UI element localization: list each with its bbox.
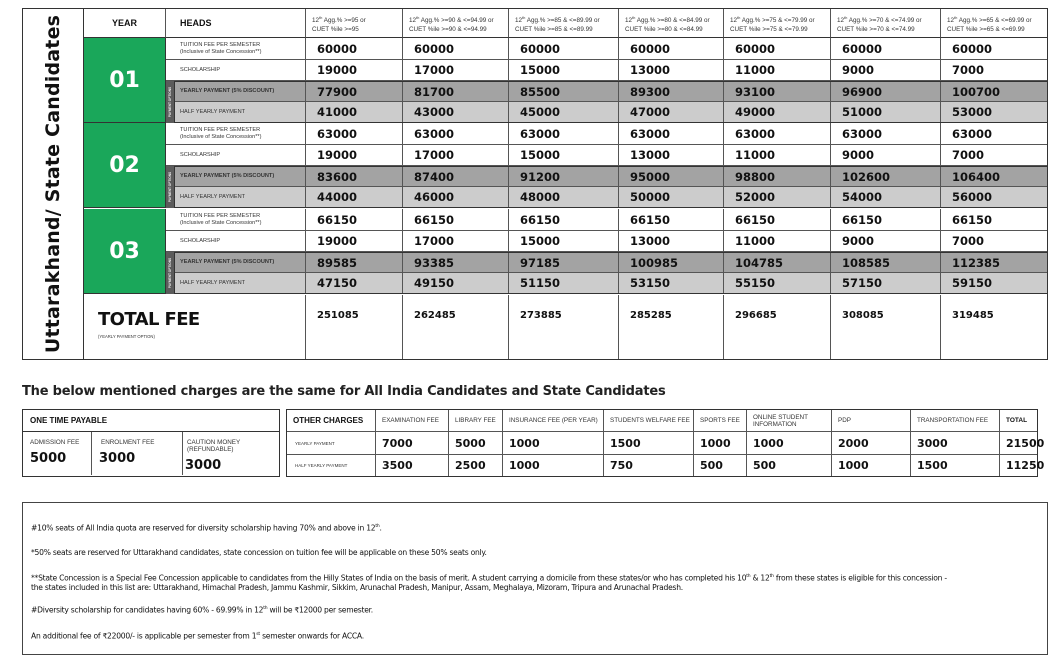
payment-options-label: PAYMENT OPTIONS	[168, 171, 172, 203]
header-criteria	[941, 9, 1047, 38]
row-head-label: TUITION FEE PER SEMESTER	[180, 126, 261, 133]
other-charges-column: STUDENTS WELFARE FEE	[604, 410, 694, 431]
fee-value: 9000	[831, 60, 941, 80]
fee-value: 66150	[509, 209, 619, 230]
row-head-label: TUITION FEE PER SEMESTER	[180, 41, 261, 48]
fee-value: 15000	[509, 145, 619, 165]
other-charges-column: PDP	[832, 410, 911, 431]
fee-value: 13000	[619, 60, 724, 80]
header-criteria	[306, 9, 403, 38]
other-charges-value: 3500	[376, 455, 449, 476]
total-fee-value: 262485	[403, 295, 509, 359]
fee-value: 51000	[831, 102, 941, 122]
fee-value: 97185	[509, 253, 619, 272]
row-head	[166, 145, 306, 165]
note-state-concession: **State Concession is a Special Fee Concession applicable to candidates from the Hilly States of India on the basis of merit. A student carrying a domicile from these states/or who has completed his 10th & 12th from these states is eligible for this concession - the states included in this list are: Uttarakhand, Himachal Pradesh, Jammu Kashmir, Sikkim, Arunachal Pradesh, Manipur, Assam, Meghalaya, Mizoram, Tripura and Arunachal Pradesh.	[31, 572, 1047, 594]
other-charges-column: INSURANCE FEE (PER YEAR)	[503, 410, 604, 431]
fee-value: 66150	[952, 212, 993, 227]
criteria-line-2: CUET %ile >=80 & <=84.99	[625, 26, 703, 34]
other-charges-value: 2500	[449, 455, 503, 476]
fee-value: 85500	[509, 82, 619, 101]
other-charges-value: 1000	[503, 455, 604, 476]
fee-value: 46000	[403, 187, 509, 207]
other-charges-column: LIBRARY FEE	[449, 410, 503, 431]
one-time-item-label: CAUTION MONEY (REFUNDABLE)	[187, 439, 241, 453]
other-charges-value: 500	[747, 455, 832, 476]
fee-value: 106400	[952, 169, 1001, 184]
row-half-yearly	[166, 102, 1047, 123]
criteria-line-2: CUET %ile >=95	[312, 26, 359, 34]
one-time-payable-title: ONE TIME PAYABLE	[23, 410, 279, 432]
fee-value: 11000	[724, 231, 831, 251]
fee-value: 63000	[619, 123, 724, 144]
criteria-line-1: 12th Agg.% >=70 & <=74.99 or	[837, 15, 922, 25]
fee-value: 100985	[619, 253, 724, 272]
fee-value: 93100	[724, 82, 831, 101]
row-head-note: (Inclusive of State Concession**)	[180, 219, 262, 226]
row-head-label: SCHOLARSHIP	[180, 66, 221, 73]
fee-value: 98800	[724, 167, 831, 186]
payment-options-label: PAYMENT OPTIONS	[168, 86, 172, 118]
total-fee-value: 308085	[831, 295, 941, 359]
total-fee-title: TOTAL FEE	[98, 309, 200, 330]
criteria-line-1: 12th Agg.% >=85 & <=89.99 or	[515, 15, 600, 25]
fee-value: 45000	[509, 102, 619, 122]
row-head-label: TUITION FEE PER SEMESTER	[180, 212, 261, 219]
year-label: 01	[84, 38, 166, 123]
one-time-item-label: ADMISSION FEE	[30, 439, 80, 446]
total-fee-value: 251085	[306, 295, 403, 359]
other-charges-value: 7000	[376, 432, 449, 454]
fee-value: 52000	[724, 187, 831, 207]
fee-value: 60000	[403, 38, 509, 59]
fee-value: 60000	[509, 38, 619, 59]
fee-value: 83600	[306, 167, 403, 186]
row-tuition	[166, 209, 1047, 231]
row-tuition	[166, 123, 1047, 145]
row-scholarship	[166, 145, 1047, 166]
fee-value: 11000	[724, 60, 831, 80]
fee-value: 89300	[619, 82, 724, 101]
fee-value: 17000	[403, 145, 509, 165]
row-half-yearly	[166, 187, 1047, 208]
fee-value: 17000	[403, 60, 509, 80]
fee-value: 17000	[403, 231, 509, 251]
fee-value: 104785	[724, 253, 831, 272]
total-fee-value: 273885	[509, 295, 619, 359]
total-fee-label	[84, 295, 306, 359]
fee-value: 13000	[619, 231, 724, 251]
one-time-item-value: 5000	[30, 451, 67, 466]
side-label: Uttarakhand/ State Candidates	[42, 14, 64, 354]
notes-box	[22, 502, 1048, 655]
fee-value: 63000	[509, 123, 619, 144]
fee-value: 15000	[509, 231, 619, 251]
fee-value: 19000	[306, 231, 403, 251]
payment-options-strip	[166, 252, 175, 294]
one-time-item	[183, 432, 279, 475]
criteria-line-1: 12th Agg.% >=90 & <=94.99 or	[409, 15, 494, 25]
total-fee-row	[84, 295, 1047, 359]
fee-value: 60000	[952, 41, 993, 56]
note-state-reservation: *50% seats are reserved for Uttarakhand candidates, state concession on tuition fee will be applicable on these 50% seats only.	[31, 547, 487, 557]
fee-value: 19000	[306, 60, 403, 80]
row-head	[166, 187, 306, 207]
row-head-label: YEARLY PAYMENT (5% DISCOUNT)	[180, 88, 275, 94]
row-head	[166, 273, 306, 293]
criteria-line-1: 12th Agg.% >=75 & <=79.99 or	[730, 15, 815, 25]
fee-value: 7000	[952, 234, 985, 248]
other-charges-column: EXAMINATION FEE	[376, 410, 449, 431]
criteria-line-2: CUET %ile >=75 & <=79.99	[730, 26, 808, 34]
one-time-item-value: 3000	[185, 458, 222, 473]
year-label: 02	[84, 123, 166, 208]
criteria-line-1: 12th Agg.% >=80 & <=84.99 or	[625, 15, 710, 25]
other-charges-value: 1000	[832, 455, 911, 476]
total-fee-value: 296685	[724, 295, 831, 359]
header-criteria	[403, 9, 509, 38]
one-time-item	[92, 432, 183, 475]
total-fee-value: 319485	[952, 310, 994, 321]
fee-value: 66150	[619, 209, 724, 230]
row-head	[166, 231, 306, 251]
fee-value: 7000	[952, 63, 985, 77]
row-head-label: SCHOLARSHIP	[180, 151, 221, 158]
header-criteria	[831, 9, 941, 38]
other-charges-row-label: YEARLY PAYMENT	[287, 432, 376, 454]
fee-value: 66150	[724, 209, 831, 230]
fee-value: 44000	[306, 187, 403, 207]
fee-value: 60000	[831, 38, 941, 59]
fee-value: 59150	[952, 276, 993, 290]
row-scholarship	[166, 60, 1047, 81]
fee-value: 7000	[952, 148, 985, 162]
fee-value: 49000	[724, 102, 831, 122]
fee-value: 9000	[831, 231, 941, 251]
fee-value: 102600	[831, 167, 941, 186]
row-head-label: YEARLY PAYMENT (5% DISCOUNT)	[180, 173, 275, 179]
row-tuition	[166, 38, 1047, 60]
note-diversity-scholarship: #Diversity scholarship for candidates having 60% - 69.99% in 12th will be ₹12000 per semester.	[31, 605, 373, 615]
fee-value: 41000	[306, 102, 403, 122]
total-fee-subtitle: (YEARLY PAYMENT OPTION)	[98, 334, 155, 339]
fee-value: 63000	[724, 123, 831, 144]
fee-value: 63000	[306, 123, 403, 144]
note-acca-fee: An additional fee of ₹22000/- is applicable per semester from 1st semester onwards for ACCA.	[31, 631, 364, 641]
header-heads: HEADS	[166, 9, 306, 38]
row-head-label: YEARLY PAYMENT (5% DISCOUNT)	[180, 259, 275, 265]
row-head	[166, 82, 306, 101]
other-charges-value: 750	[604, 455, 694, 476]
other-charges-value: 2000	[832, 432, 911, 454]
row-head	[166, 167, 306, 186]
criteria-line-2: CUET %ile >=85 & <=89.99	[515, 26, 593, 34]
fee-value: 96900	[831, 82, 941, 101]
fee-value: 53150	[619, 273, 724, 293]
payment-options-label: PAYMENT OPTIONS	[168, 257, 172, 289]
other-charges-value: 1000	[503, 432, 604, 454]
fee-value: 77900	[306, 82, 403, 101]
fee-value: 43000	[403, 102, 509, 122]
other-charges-header	[287, 410, 1037, 432]
fee-value: 63000	[952, 126, 993, 141]
fee-value: 100700	[952, 84, 1001, 99]
fee-value: 112385	[952, 255, 1001, 270]
other-charges-value: 21500	[1006, 436, 1045, 450]
fee-value: 54000	[831, 187, 941, 207]
criteria-line-2: CUET %ile >=70 & <=74.99	[837, 26, 915, 34]
other-charges-row	[287, 432, 1045, 455]
fee-value: 47150	[306, 273, 403, 293]
other-charges-value: 1500	[911, 455, 1000, 476]
other-charges-column: SPORTS FEE	[694, 410, 747, 431]
criteria-line-2: CUET %ile >=90 & <=94.99	[409, 26, 487, 34]
other-charges-value: 3000	[911, 432, 1000, 454]
fee-value: 60000	[306, 38, 403, 59]
fee-value: 19000	[306, 145, 403, 165]
total-fee-value: 285285	[619, 295, 724, 359]
criteria-line-1: 12th Agg.% >=95 or	[312, 15, 366, 25]
fee-value: 108585	[831, 253, 941, 272]
row-scholarship	[166, 231, 1047, 252]
fee-value: 81700	[403, 82, 509, 101]
fee-value: 66150	[403, 209, 509, 230]
row-head	[166, 60, 306, 80]
other-charges-value: 1500	[604, 432, 694, 454]
state-fee-table	[22, 8, 1048, 360]
one-time-item-value: 3000	[99, 451, 136, 466]
payment-options-strip	[166, 166, 175, 208]
fee-value: 66150	[831, 209, 941, 230]
one-time-payable-table	[22, 409, 280, 477]
other-charges-row	[287, 455, 1045, 476]
header-criteria	[724, 9, 831, 38]
side-label-column	[23, 9, 84, 359]
fee-value: 15000	[509, 60, 619, 80]
row-yearly	[166, 252, 1047, 273]
one-time-item-label: ENROLMENT FEE	[101, 439, 155, 446]
criteria-line-1: 12th Agg.% >=65 & <=69.99 or	[947, 15, 1032, 25]
other-charges-table	[286, 409, 1045, 477]
other-charges-value: 500	[694, 455, 747, 476]
header-criteria	[619, 9, 724, 38]
other-charges-row-label: HALF YEARLY PAYMENT	[287, 455, 376, 476]
row-head	[166, 209, 306, 230]
fee-value: 47000	[619, 102, 724, 122]
row-head	[166, 123, 306, 144]
row-head	[166, 102, 306, 122]
fee-value: 13000	[619, 145, 724, 165]
one-time-item	[23, 432, 92, 475]
payment-options-strip	[166, 81, 175, 123]
fee-value: 57150	[831, 273, 941, 293]
fee-value: 55150	[724, 273, 831, 293]
fee-value: 87400	[403, 167, 509, 186]
year-label: 03	[84, 209, 166, 294]
row-half-yearly	[166, 273, 1047, 294]
row-head	[166, 253, 306, 272]
row-head-note: (Inclusive of State Concession**)	[180, 48, 262, 55]
fee-value: 93385	[403, 253, 509, 272]
fee-value: 51150	[509, 273, 619, 293]
fee-value: 49150	[403, 273, 509, 293]
header-criteria	[509, 9, 619, 38]
row-head-label: HALF YEARLY PAYMENT	[180, 108, 246, 115]
fee-value: 50000	[619, 187, 724, 207]
row-head-label: HALF YEARLY PAYMENT	[180, 193, 246, 200]
fee-value: 9000	[831, 145, 941, 165]
criteria-line-2: CUET %ile >=65 & <=69.99	[947, 26, 1025, 34]
other-charges-value: 1000	[694, 432, 747, 454]
fee-value: 66150	[306, 209, 403, 230]
row-head-label: HALF YEARLY PAYMENT	[180, 279, 246, 286]
fee-value: 56000	[952, 190, 993, 204]
other-charges-value: 5000	[449, 432, 503, 454]
other-charges-value: 11250	[1006, 459, 1045, 472]
fee-value: 95000	[619, 167, 724, 186]
row-head	[166, 38, 306, 59]
header-year: YEAR	[84, 9, 166, 38]
other-charges-column: ONLINE STUDENT INFORMATION	[747, 410, 832, 431]
fee-value: 91200	[509, 167, 619, 186]
fee-value: 63000	[403, 123, 509, 144]
fee-value: 11000	[724, 145, 831, 165]
fee-value: 89585	[306, 253, 403, 272]
fee-value: 60000	[619, 38, 724, 59]
fee-value: 60000	[724, 38, 831, 59]
other-charges-title: OTHER CHARGES	[287, 410, 376, 431]
other-charges-value: 1000	[747, 432, 832, 454]
note-diversity-quota: #10% seats of All India quota are reserved for diversity scholarship having 70% and above in 12th.	[31, 523, 382, 533]
common-charges-heading: The below mentioned charges are the same for All India Candidates and State Candidates	[22, 384, 666, 399]
fee-value: 48000	[509, 187, 619, 207]
row-head-note: (Inclusive of State Concession**)	[180, 133, 262, 140]
row-head-label: SCHOLARSHIP	[180, 237, 221, 244]
fee-value: 53000	[952, 105, 993, 119]
row-yearly	[166, 81, 1047, 102]
row-yearly	[166, 166, 1047, 187]
note-state-list: the states included in this list are: Uttarakhand, Himachal Pradesh, Jammu Kashmir, Sikkim, Arunachal Pradesh, Manipur, Assam, Meghalaya, Mizoram, Tripura and Arunachal Pradesh.	[31, 583, 683, 593]
other-charges-column: TRANSPORTATION FEE	[911, 410, 1000, 431]
fee-value: 63000	[831, 123, 941, 144]
other-charges-column: TOTAL	[1006, 417, 1028, 424]
